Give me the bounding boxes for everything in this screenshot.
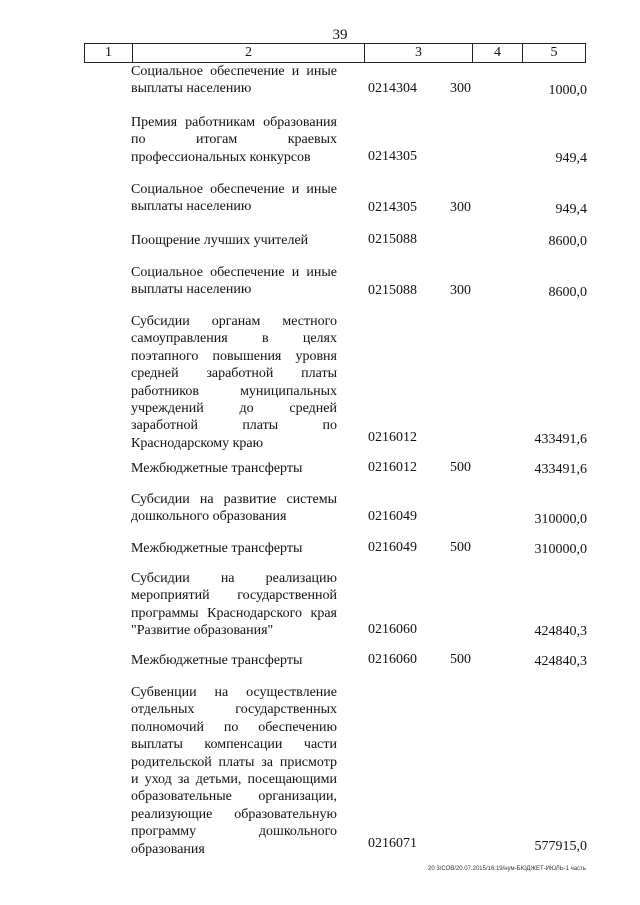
row-name: Социальное обеспечение и иные выплаты населению [131, 64, 337, 97]
row-code: 0216049 [368, 540, 417, 555]
row-code: 0214305 [368, 149, 417, 164]
row-amount: 424840,3 [534, 654, 587, 669]
row-name: Субвенции на осуществление отдельных государственных полномочий по обеспечению выплаты компенсации части родительской платы за присмотр и уход за детьми, посещающими образовательные организации, реализующие образовательную программу дошкольного образования [131, 685, 337, 857]
row-code: 0216060 [368, 652, 417, 667]
row-code: 0215088 [368, 283, 417, 298]
row-type: 300 [450, 200, 471, 215]
row-amount: 1000,0 [548, 83, 587, 98]
footer-stamp: 20 3/СОВ/20.07.2015/16:19/нум-БЮДЖЕТ-ИЮЛЬ-1 часть [428, 866, 586, 872]
row-name: Межбюджетные трансферты [131, 461, 303, 476]
row-amount: 310000,0 [534, 542, 587, 557]
row-code: 0216060 [368, 622, 417, 637]
row-amount: 424840,3 [534, 624, 587, 639]
column-header-3: 3 [364, 44, 472, 62]
column-header-2: 2 [132, 44, 364, 62]
page-number: 39 [332, 27, 348, 43]
row-code: 0214305 [368, 200, 417, 215]
row-name: Субсидии на развитие системы дошкольного образования [131, 492, 337, 525]
row-type: 500 [450, 540, 471, 555]
row-amount: 310000,0 [534, 512, 587, 527]
row-name: Премия работникам образования по итогам краевых профессиональных конкурсов [131, 115, 337, 165]
row-code: 0216012 [368, 460, 417, 475]
row-name: Межбюджетные трансферты [131, 541, 303, 556]
row-amount: 949,4 [555, 151, 587, 166]
row-amount: 433491,6 [534, 432, 587, 447]
row-name: Межбюджетные трансферты [131, 653, 303, 668]
row-amount: 8600,0 [548, 285, 587, 300]
row-name: Социальное обеспечение и иные выплаты населению [131, 265, 337, 298]
row-code: 0214304 [368, 81, 417, 96]
row-code: 0216071 [368, 836, 417, 851]
row-name: Субсидии органам местного самоуправления в целях поэтапного повышения уровня средней заработной платы работников муниципальных учреждений до средней заработной платы по Краснодарскому краю [131, 314, 337, 451]
row-type: 300 [450, 81, 471, 96]
row-code: 0216049 [368, 509, 417, 524]
row-name: Социальное обеспечение и иные выплаты населению [131, 182, 337, 215]
row-amount: 8600,0 [548, 234, 587, 249]
row-type: 500 [450, 460, 471, 475]
column-header-1: 1 [84, 44, 132, 62]
row-type: 300 [450, 283, 471, 298]
row-type: 500 [450, 652, 471, 667]
row-code: 0215088 [368, 232, 417, 247]
row-amount: 577915,0 [534, 839, 587, 854]
table-header [84, 43, 586, 63]
row-amount: 949,4 [555, 202, 587, 217]
row-code: 0216012 [368, 430, 417, 445]
row-name: Поощрение лучших учителей [131, 233, 309, 248]
row-name: Субсидии на реализацию мероприятий государственной программы Краснодарского края "Развитие образования" [131, 571, 337, 639]
column-header-4: 4 [472, 44, 522, 62]
column-header-5: 5 [522, 44, 586, 62]
row-amount: 433491,6 [534, 462, 587, 477]
